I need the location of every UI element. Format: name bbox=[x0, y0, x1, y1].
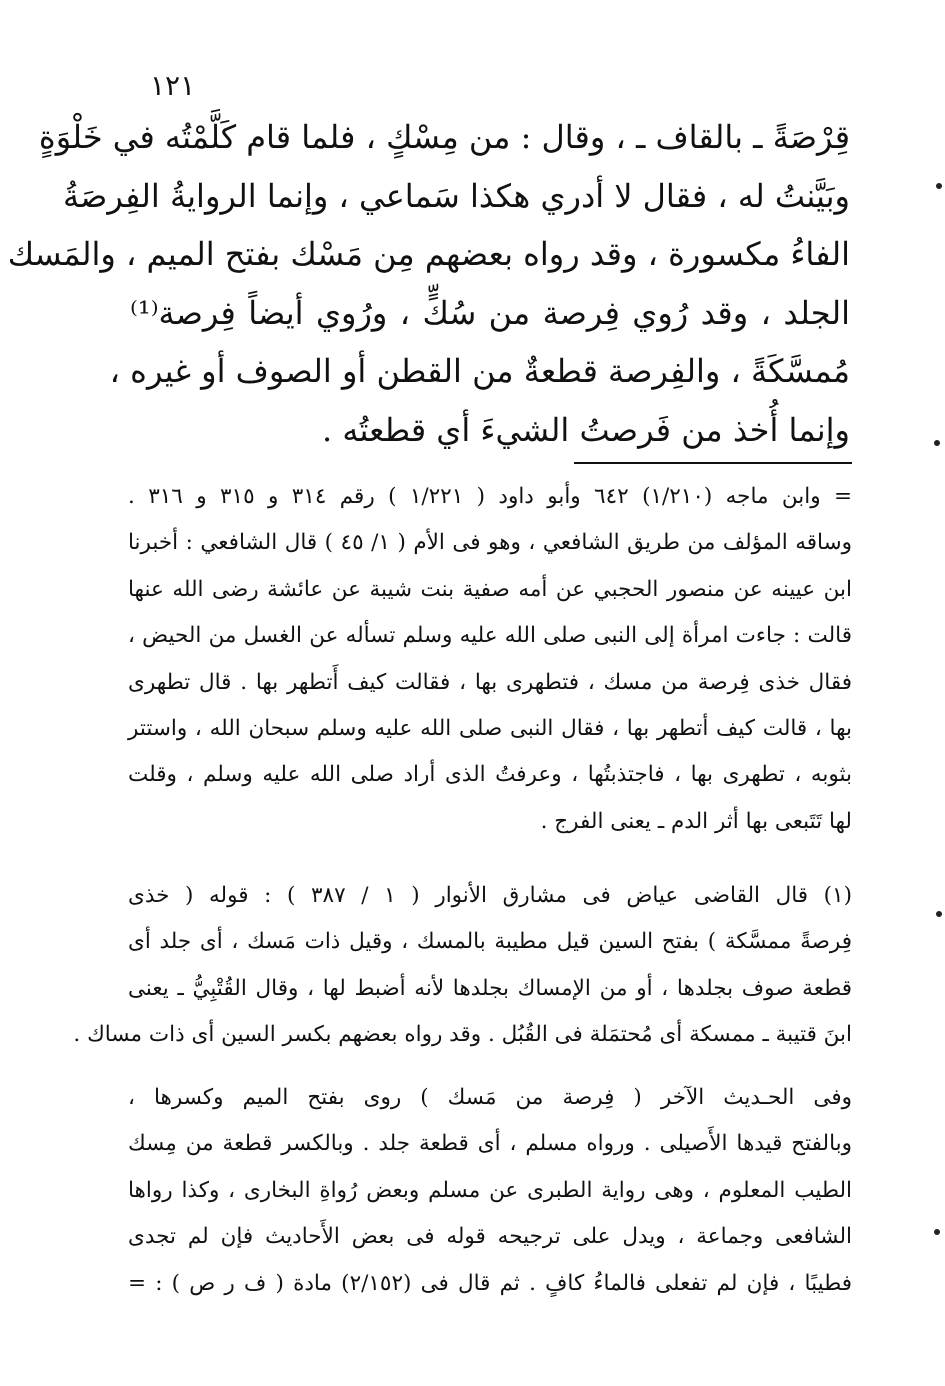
footnote-line: ابنَ قتيبة ـ ممسكة أى مُحتمَلة فى القُبُل . وقد رواه بعضهم بكسر السين أى ذات مساك . bbox=[73, 1022, 852, 1048]
footnote-line: وبالفتح قيدها الأَصيلى . ورواه مسلم ، أى قطعة جلد . وبالكسر قطعة من مِسك bbox=[128, 1131, 852, 1157]
footnote-line: وفى الحـديث الآخر ( فِرصة من مَسك ) روى بفتح الميم وكسرها ، bbox=[128, 1085, 852, 1110]
margin-dot bbox=[936, 911, 942, 917]
main-text-line: مُمسَّكَةً ، والفِرصة قطعةٌ من القطن أو الصوف أو غيره ، bbox=[109, 352, 850, 390]
footnote-line: قطعة صوف بجلدها ، أو من الإمساك بجلدها لأنه أضبط لها ، وقال القُتْبِيُّ ـ يعنى bbox=[128, 975, 852, 1001]
footnote-line: الشافعى وجماعة ، ويدل على ترجيحه قوله فى بعض الأَحاديث فإن لم تجدى bbox=[128, 1224, 852, 1250]
main-text-line: قِرْصَةً ـ بالقاف ـ ، وقال : من مِسْكٍ ، فلما قام كَلَّمْتُه في خَلْوَةٍ bbox=[38, 118, 850, 156]
footnote-1 bbox=[73, 873, 852, 1059]
page-number: ١٢١ bbox=[150, 69, 196, 102]
footnote-line: بها ، قالت كيف أتطهر بها ، فقال النبى صلى الله عليه وسلم سبحان الله ، واستتر bbox=[128, 715, 852, 741]
footnote-line: الطيب المعلوم ، وهى رواية الطبرى عن مسلم وبعض رُواةِ البخارى ، وكذا رواها bbox=[128, 1177, 852, 1203]
main-text-line: وبَيَّنتُ له ، فقال لا أدري هكذا سَماعي ، وإنما الروايةُ الفِرصَةُ bbox=[63, 176, 850, 215]
footnote-line: فطيبًا ، فإن لم تفعلى فالماءُ كافٍ . ثم قال فى (٢/١٥٢) مادة ( ف ر ص ) : = bbox=[128, 1270, 852, 1296]
footnote-line: ابن عيينه عن منصور الحجبي عن أمه صفية بنت شيبة عن عائشة رضى الله عنها bbox=[128, 576, 852, 602]
margin-dot bbox=[934, 440, 940, 446]
footnote-divider bbox=[574, 462, 852, 464]
footnote-line: = وابن ماجه (١/٢١٠) ٦٤٢ وأبو داود ( ١/٢٢١ ) رقم ٣١٤ و ٣١٥ و ٣١٦ . bbox=[128, 484, 852, 509]
margin-dot bbox=[934, 1229, 940, 1235]
footnote-1-continued bbox=[128, 1075, 852, 1307]
footnote-line: وساقه المؤلف من طريق الشافعي ، وهو فى الأم ( ١/ ٤٥ ) قال الشافعي : أخبرنا bbox=[128, 530, 853, 556]
footnote-line: بثوبه ، تطهرى بها ، فاجتذبتُها ، وعرفتُ الذى أراد صلى الله عليه وسلم ، وقلت bbox=[128, 762, 852, 788]
main-text-line: الفاءُ مكسورة ، وقد رواه بعضهم مِن مَسْك بفتح الميم ، والمَسك bbox=[7, 235, 850, 273]
footnote-line: فقال خذى فِرصة من مسك ، فتطهرى بها ، فقالت كيف أَتطهر بها . قال تطهرى bbox=[128, 669, 852, 695]
footnote-line: قالت : جاءت امرأة إلى النبى صلى الله عليه وسلم تسأله عن الغسل من الحيض ، bbox=[128, 623, 852, 649]
footnote-line: لها تَتَبعى بها أثر الدم ـ يعنى الفرج . bbox=[540, 808, 852, 834]
footnote-line: فِرصةً ممسَّكة ) بفتح السين قيل مطيبة بالمسك ، وقيل ذات مَسك ، أى جلد أى bbox=[128, 929, 852, 955]
margin-dot bbox=[936, 183, 942, 189]
main-text-line: الجلد ، وقد رُوي فِرصة من سُكٍّ ، ورُوي أيضاً فِرصة⁽¹⁾ bbox=[130, 293, 850, 332]
main-text bbox=[7, 108, 850, 459]
footnote-line: (١) قال القاضى عياض فى مشارق الأنوار ( ١ / ٣٨٧ ) : قوله ( خذى bbox=[128, 883, 852, 908]
main-text-line: وإنما أُخذ من فَرصتُ الشيءَ أي قطعتُه . bbox=[321, 410, 850, 449]
footnote-continuation bbox=[128, 474, 852, 845]
